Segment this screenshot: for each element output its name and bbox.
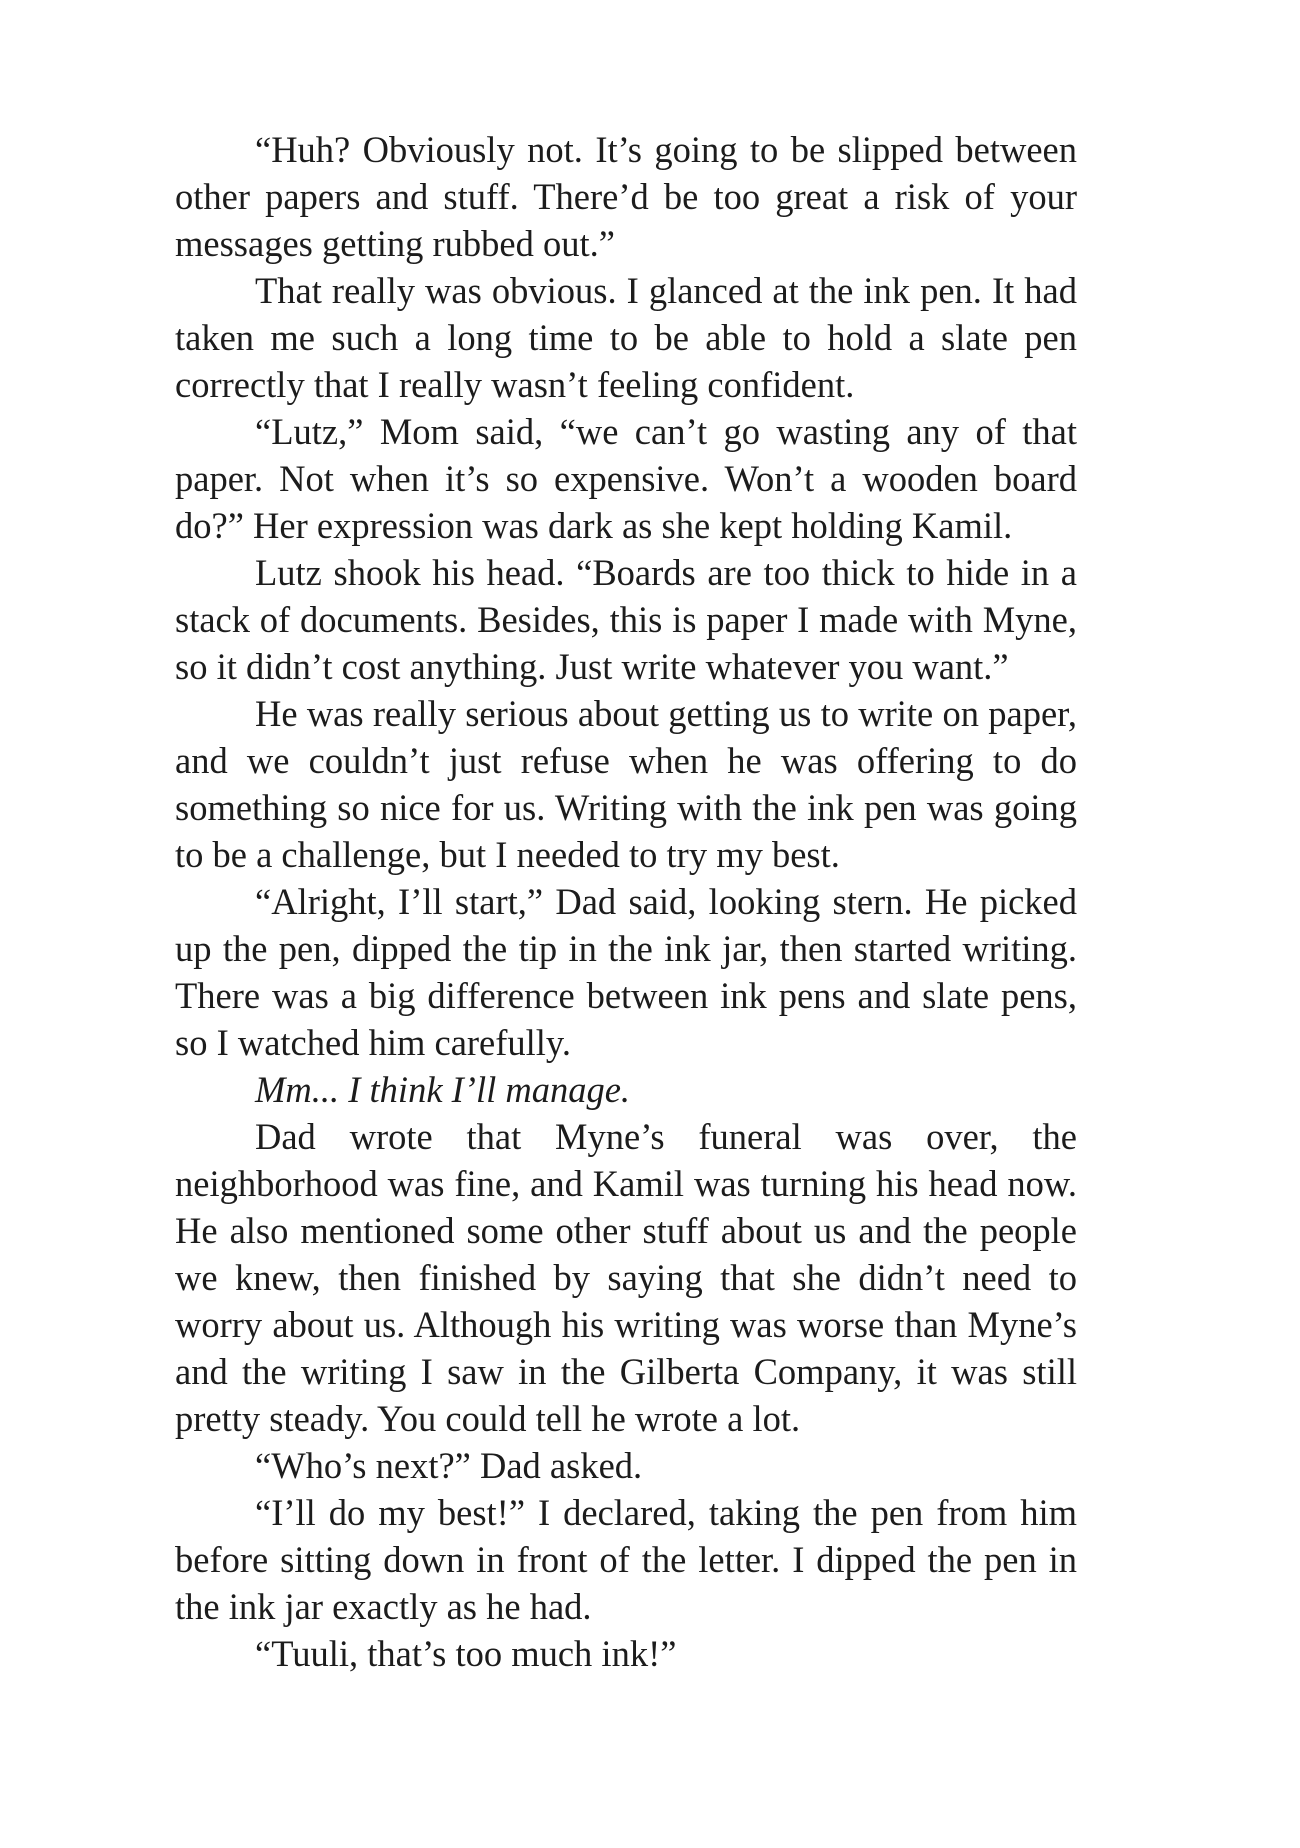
paragraph-10: “I’ll do my best!” I declared, taking the pen from him before sitting down in front of the letter. I dipped the pen in the ink jar exactly as he had. xyxy=(175,1492,1077,1627)
paragraph-11: “Tuuli, that’s too much ink!” xyxy=(255,1633,677,1674)
paragraph-4: Lutz shook his head. “Boards are too thick to hide in a stack of documents. Besides, this is paper I made with Myne, so it didn’t cost anything. Just write whatever you want.” xyxy=(175,552,1077,687)
paragraph-6: “Alright, I’ll start,” Dad said, looking stern. He picked up the pen, dipped the tip in the ink jar, then started writing. There was a big difference between ink pens and slate pens, so I watched him carefully. xyxy=(175,881,1077,1063)
paragraph-5: He was really serious about getting us to write on paper, and we couldn’t just refuse when he was offering to do something so nice for us. Writing with the ink pen was going to be a challenge, but I needed to try my best. xyxy=(175,693,1077,875)
body-text xyxy=(175,126,1077,1677)
paragraph-2: That really was obvious. I glanced at the ink pen. It had taken me such a long time to be able to hold a slate pen correctly that I really wasn’t feeling confident. xyxy=(175,270,1077,405)
paragraph-7-inner-thought: Mm... I think I’ll manage. xyxy=(255,1069,631,1110)
paragraph-9: “Who’s next?” Dad asked. xyxy=(255,1445,643,1486)
paragraph-3: “Lutz,” Mom said, “we can’t go wasting any of that paper. Not when it’s so expensive. Won’t a wooden board do?” Her expression was dark as she kept holding Kamil. xyxy=(175,411,1077,546)
paragraph-1: “Huh? Obviously not. It’s going to be slipped between other papers and stuff. There’d be too great a risk of your messages getting rubbed out.” xyxy=(175,129,1077,264)
paragraph-8: Dad wrote that Myne’s funeral was over, the neighborhood was fine, and Kamil was turning his head now. He also mentioned some other stuff about us and the people we knew, then finished by saying that she didn’t need to worry about us. Although his writing was worse than Myne’s and the writing I saw in the Gilberta Company, it was still pretty steady. You could tell he wrote a lot. xyxy=(175,1116,1077,1439)
